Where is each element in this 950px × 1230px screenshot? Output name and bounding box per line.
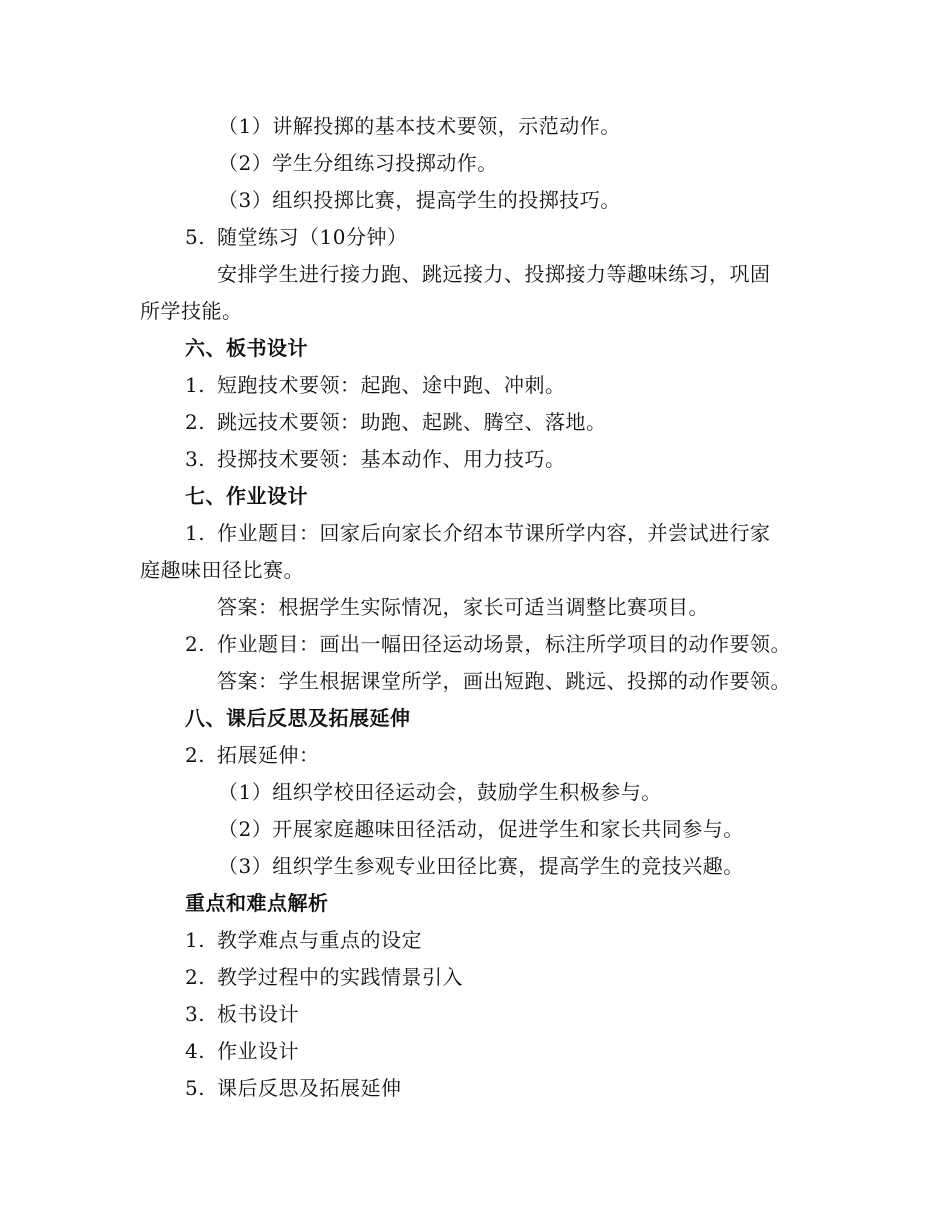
line-text: （1）讲解投掷的基本技术要领，示范动作。 — [218, 114, 621, 138]
line-text: 短跑技术要领：起跑、途中跑、冲刺。 — [217, 373, 566, 397]
list-number: 1. — [185, 928, 206, 952]
line-text: 所学技能。 — [140, 299, 243, 323]
homework-item-2 — [185, 630, 791, 658]
practice-paragraph-line-1 — [217, 260, 771, 288]
line-text: （2）开展家庭趣味田径活动，促进学生和家长共同参与。 — [218, 817, 744, 841]
line-text: （3）组织学生参观专业田径比赛，提高学生的竞技兴趣。 — [218, 854, 744, 878]
board-item-1 — [185, 371, 566, 399]
line-text: 作业题目：画出一幅田径运动场景，标注所学项目的动作要领。 — [217, 632, 791, 656]
heading-text: 重点和难点解析 — [185, 891, 329, 915]
line-text: （1）组织学校田径运动会，鼓励学生积极参与。 — [218, 780, 662, 804]
section-heading-homework — [185, 482, 308, 510]
line-text: 跳远技术要领：助跑、起跳、腾空、落地。 — [217, 410, 607, 434]
line-text: 作业设计 — [217, 1039, 299, 1063]
line-text: （2）学生分组练习投掷动作。 — [218, 151, 498, 175]
homework-item-1-continued — [140, 556, 304, 584]
homework-item-1 — [185, 519, 771, 547]
key-point-item-5 — [185, 1074, 402, 1102]
board-item-3 — [185, 445, 566, 473]
key-point-item-3 — [185, 1000, 299, 1028]
homework-answer-2 — [217, 667, 791, 695]
list-number: 4. — [185, 1039, 206, 1063]
sub-item-throw-3 — [218, 186, 621, 214]
line-text: 投掷技术要领：基本动作、用力技巧。 — [217, 447, 566, 471]
sub-item-throw-1 — [218, 112, 621, 140]
board-item-2 — [185, 408, 607, 436]
key-point-item-2 — [185, 963, 463, 991]
practice-paragraph-line-2 — [140, 297, 243, 325]
line-text: 教学过程中的实践情景引入 — [217, 965, 463, 989]
line-text: 教学难点与重点的设定 — [217, 928, 422, 952]
line-text: 答案：根据学生实际情况，家长可适当调整比赛项目。 — [217, 595, 709, 619]
line-text: 庭趣味田径比赛。 — [140, 558, 304, 582]
extension-sub-item-1 — [218, 778, 662, 806]
line-text: 安排学生进行接力跑、跳远接力、投掷接力等趣味练习，巩固 — [217, 262, 771, 286]
list-number: 1. — [185, 521, 206, 545]
list-number: 2. — [185, 632, 206, 656]
list-number: 2. — [185, 965, 206, 989]
extension-sub-item-2 — [218, 815, 744, 843]
list-number: 5. — [185, 225, 206, 249]
section-heading-key-points — [185, 889, 329, 917]
line-text: 课后反思及拓展延伸 — [217, 1076, 402, 1100]
line-text: 作业题目：回家后向家长介绍本节课所学内容，并尝试进行家 — [217, 521, 771, 545]
list-number: 2. — [185, 410, 206, 434]
list-number: 3. — [185, 447, 206, 471]
heading-text: 六、板书设计 — [185, 336, 308, 360]
line-text: （3）组织投掷比赛，提高学生的投掷技巧。 — [218, 188, 621, 212]
line-text: 拓展延伸： — [217, 743, 320, 767]
section-heading-reflection — [185, 704, 411, 732]
homework-answer-1 — [217, 593, 709, 621]
heading-text: 七、作业设计 — [185, 484, 308, 508]
list-number: 1. — [185, 373, 206, 397]
extension-sub-item-3 — [218, 852, 744, 880]
line-text: 随堂练习（10分钟） — [217, 225, 408, 249]
reflection-item-2 — [185, 741, 320, 769]
list-number: 3. — [185, 1002, 206, 1026]
sub-item-throw-2 — [218, 149, 498, 177]
line-text: 答案：学生根据课堂所学，画出短跑、跳远、投掷的动作要领。 — [217, 669, 791, 693]
key-point-item-1 — [185, 926, 422, 954]
step-5-practice — [185, 223, 407, 251]
key-point-item-4 — [185, 1037, 299, 1065]
section-heading-board-design — [185, 334, 308, 362]
list-number: 2. — [185, 743, 206, 767]
list-number: 5. — [185, 1076, 206, 1100]
line-text: 板书设计 — [217, 1002, 299, 1026]
heading-text: 八、课后反思及拓展延伸 — [185, 706, 411, 730]
